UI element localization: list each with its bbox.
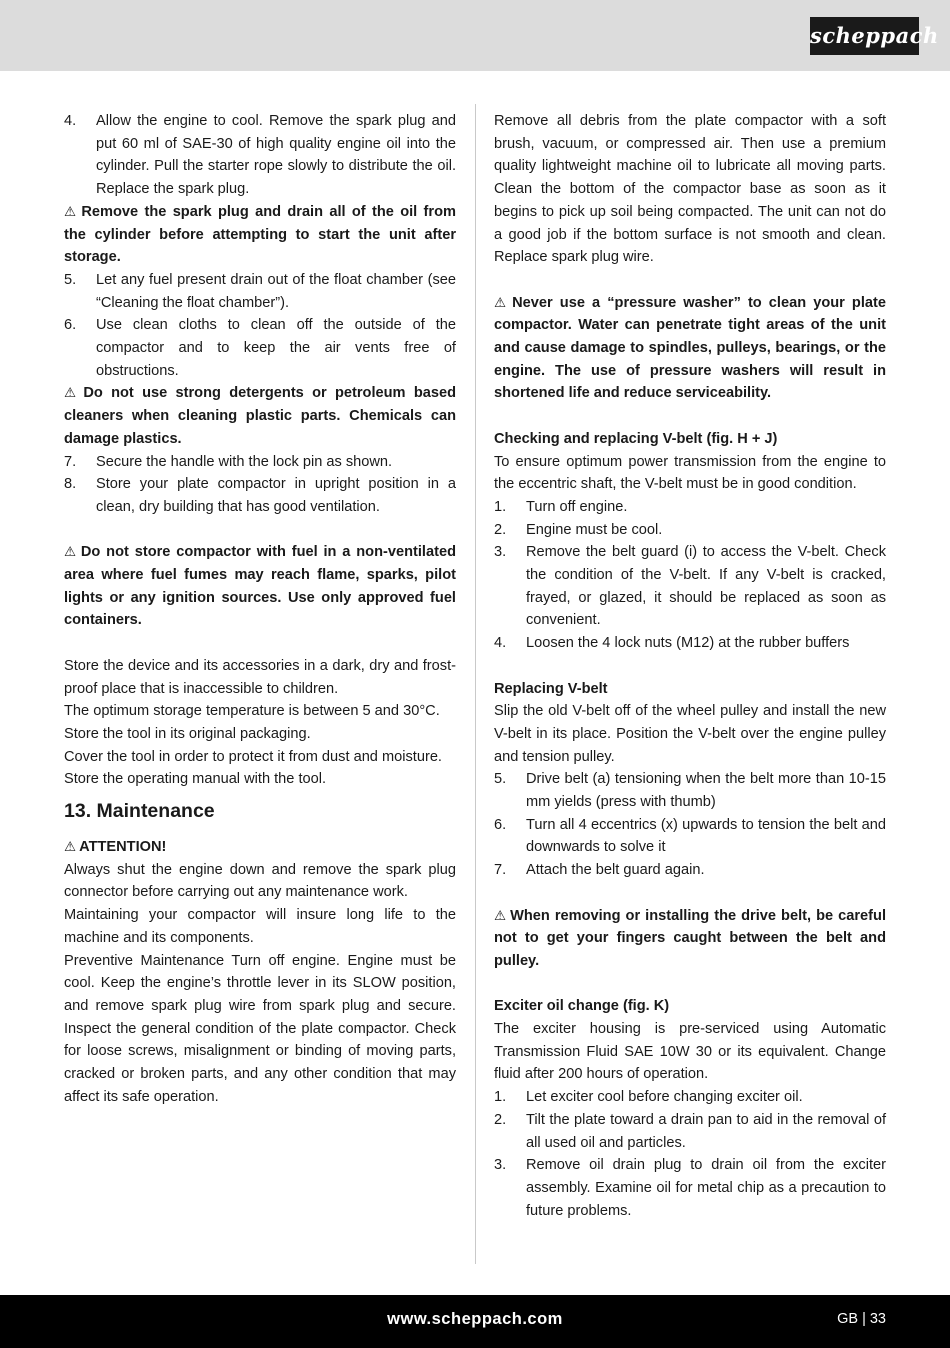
warning-note: ⚠ When removing or installing the drive belt, be careful not to get your fingers caught between the belt and pulley. (494, 907, 886, 969)
right-column (494, 110, 886, 1222)
warning-icon: ⚠ (64, 544, 78, 561)
warning-icon: ⚠ (64, 203, 79, 220)
list-item: 3. Remove the belt guard (i) to access the V-belt. Check the condition of the V-belt. If any V-belt is cracked, frayed, or glazed, it should be replaced as soon as convenient. (494, 544, 886, 629)
warning-note: ⚠ Do not use strong detergents or petroleum based cleaners when cleaning plastic parts. Chemicals can damage plastics. (64, 385, 456, 447)
list-item: 6. Use clean cloths to clean off the outside of the compactor and to keep the air vents free of obstructions. (64, 317, 456, 379)
maintenance-text: Preventive Maintenance Turn off engine. Engine must be cool. Keep the engine’s throttle lever in its SLOW position, and remove spark plug wire from spark plug and secure. Inspect the general condition of the plate compactor. Check for loose screws, misalignment or binding of moving parts, cracked or broken parts, and any other condition that may affect its safe operation. (64, 952, 456, 1105)
section-heading: 13. Maintenance (64, 800, 215, 823)
list-item: 4. Allow the engine to cool. Remove the spark plug and put 60 ml of SAE-30 of high quality engine oil into the cylinder. Pull the starter rope slowly to distribute the oil. Replace the spark plug. (64, 113, 456, 198)
page-number: GB | 33 (837, 1311, 886, 1327)
warning-note: ⚠ Do not store compactor with fuel in a non-ventilated area where fuel fumes may reach flame, sparks, pilot lights or any ignition sources. Use only approved fuel containers. (64, 544, 456, 629)
storage-text: Store the device and its accessories in a dark, dry and frost-proof place that is inaccessible to children. (64, 657, 456, 697)
vbelt-text: To ensure optimum power transmission from the engine to the eccentric shaft, the V-belt must be in good condition. (494, 453, 886, 493)
list-item: 1. Let exciter cool before changing exciter oil. (494, 1089, 803, 1106)
column-divider (475, 104, 476, 1264)
list-item: 8. Store your plate compactor in upright position in a clean, dry building that has good ventilation. (64, 476, 456, 515)
cleaning-text: Remove all debris from the plate compactor with a soft brush, vacuum, or compressed air. Then use a premium quality lightweight machine oil to lubricate all moving parts. Clean the bottom of the compactor base as soon as it begins to pick up soil being compacted. The unit can not do a good job if the bottom surface is not smooth and clean. Replace spark plug wire. (494, 113, 886, 266)
maintenance-text: Always shut the engine down and remove the spark plug connector before carrying out any maintenance work. (64, 861, 456, 901)
list-item: 6. Turn all 4 eccentrics (x) upwards to tension the belt and downwards to solve it (494, 816, 886, 856)
replace-text: Slip the old V-belt off of the wheel pulley and install the new V-belt in its place. Position the V-belt over the engine pulley and tension pulley. (494, 703, 886, 765)
list-item: 7. Secure the handle with the lock pin as shown. (64, 453, 393, 470)
brand-logo: scheppach (810, 17, 919, 55)
list-item: 1. Turn off engine. (494, 498, 628, 515)
warning-icon: ⚠ (64, 385, 81, 402)
list-item: 3. Remove oil drain plug to drain oil from the exciter assembly. Examine oil for metal chip as a precaution to future problems. (494, 1157, 886, 1219)
warning-icon: ⚠ (494, 294, 510, 311)
warning-note: ⚠ Never use a “pressure washer” to clean your plate compactor. Water can penetrate tight areas of the unit and cause damage to spindles, pulleys, bearings, or the engine. The use of pressure washers will result in shortened life and reduce serviceability. (494, 294, 886, 402)
website-link[interactable]: www.scheppach.com (387, 1310, 563, 1328)
warning-note: ⚠ Remove the spark plug and drain all of the oil from the cylinder before attempting to start the unit after storage. (64, 203, 456, 266)
list-item: 7. Attach the belt guard again. (494, 862, 705, 879)
subsection-heading: Exciter oil change (fig. K) (494, 998, 670, 1015)
subsection-heading: Checking and replacing V-belt (fig. H + J) (494, 430, 778, 447)
left-column (64, 110, 456, 1109)
storage-text: Store the tool in its original packaging. (64, 725, 311, 742)
list-item: 2. Engine must be cool. (494, 521, 663, 538)
storage-text: The optimum storage temperature is between 5 and 30°C. (64, 703, 440, 720)
attention-label: ⚠ ATTENTION! (64, 839, 167, 856)
warning-icon: ⚠ (64, 839, 77, 856)
oil-text: The exciter housing is pre-serviced using Automatic Transmission Fluid SAE 10W 30 or its equivalent. Change fluid after 200 hours of operation. (494, 1021, 886, 1083)
list-item: 5. Drive belt (a) tensioning when the belt more than 10-15 mm yields (press with thumb) (494, 771, 886, 811)
storage-text: Store the operating manual with the tool. (64, 771, 327, 788)
footer-bar (0, 1295, 950, 1348)
maintenance-text: Maintaining your compactor will insure long life to the machine and its components. (64, 907, 456, 946)
list-item: 5. Let any fuel present drain out of the float chamber (see “Cleaning the float chamber”). (64, 271, 456, 311)
storage-text: Cover the tool in order to protect it from dust and moisture. (64, 748, 442, 765)
warning-icon: ⚠ (494, 907, 508, 924)
list-item: 4. Loosen the 4 lock nuts (M12) at the rubber buffers (494, 635, 850, 652)
header-bar (0, 0, 950, 71)
subsection-heading: Replacing V-belt (494, 680, 608, 697)
list-item: 2. Tilt the plate toward a drain pan to aid in the removal of all used oil and particles. (494, 1111, 886, 1151)
